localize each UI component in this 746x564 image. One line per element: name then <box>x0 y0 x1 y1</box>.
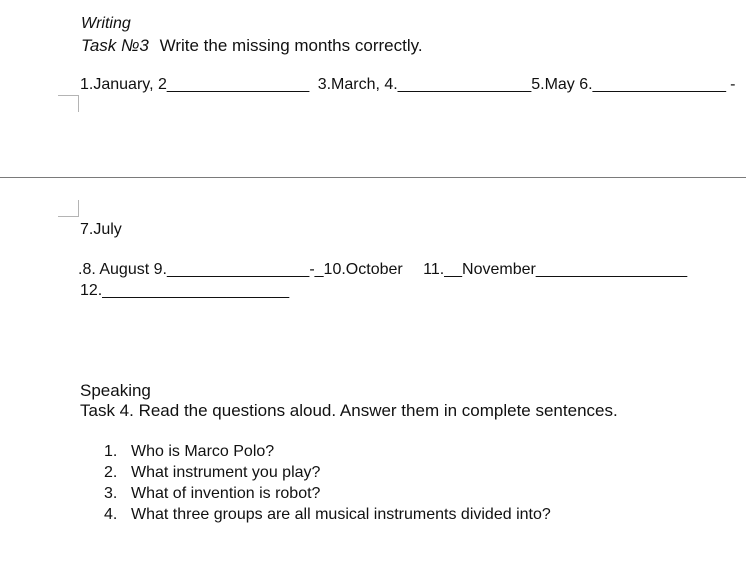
row3-item-a: .8. August 9. <box>78 261 167 278</box>
writing-heading: Writing <box>81 15 131 32</box>
row4-item-a: 12. <box>80 282 103 299</box>
row1-blank-b: _______________ <box>397 76 532 93</box>
row1-blank-a: ________________ <box>166 76 310 93</box>
question-text: What of invention is robot? <box>131 485 321 502</box>
row3-item-b: -_10.October <box>309 261 403 278</box>
row3-item-c: 11.__November <box>423 261 536 278</box>
row4-blank-a: _____________________ <box>102 282 290 299</box>
question-text: What three groups are all musical instruments divided into? <box>131 506 551 523</box>
row1-item-b: 3.March, 4. <box>317 76 398 93</box>
question-number: 2. <box>104 464 118 481</box>
page-break-line <box>0 177 746 178</box>
row1-blank-c: _______________ <box>592 76 727 93</box>
question-number: 4. <box>104 506 118 523</box>
row3-blank-c: _________________ <box>535 261 688 278</box>
speaking-task: Task 4. Read the questions aloud. Answer them in complete sentences. <box>80 401 618 420</box>
page-corner-mark-bottom <box>58 200 79 217</box>
question-item <box>104 462 551 483</box>
question-number: 1. <box>104 443 118 460</box>
question-item <box>104 483 551 504</box>
question-text: Who is Marco Polo? <box>131 443 275 460</box>
months-row-1 <box>80 75 735 95</box>
question-number: 3. <box>104 485 118 502</box>
writing-task-label: Task №3 <box>81 36 149 55</box>
row1-tail: - <box>730 76 736 93</box>
speaking-questions-list <box>104 441 551 525</box>
months-row-4 <box>80 281 289 301</box>
row1-item-c: 5.May 6. <box>531 76 593 93</box>
question-text: What instrument you play? <box>131 464 321 481</box>
question-item <box>104 504 551 525</box>
page-corner-mark-top <box>58 95 79 112</box>
writing-task-line <box>81 35 423 56</box>
writing-task-instruction: Write the missing months correctly. <box>159 36 423 55</box>
row1-item-a: 1.January, 2 <box>80 76 167 93</box>
months-row-3 <box>78 260 687 280</box>
speaking-heading: Speaking <box>80 381 151 400</box>
months-row-2: 7.July <box>80 221 122 238</box>
row3-blank-a: ________________ <box>166 261 310 278</box>
question-item <box>104 441 551 462</box>
